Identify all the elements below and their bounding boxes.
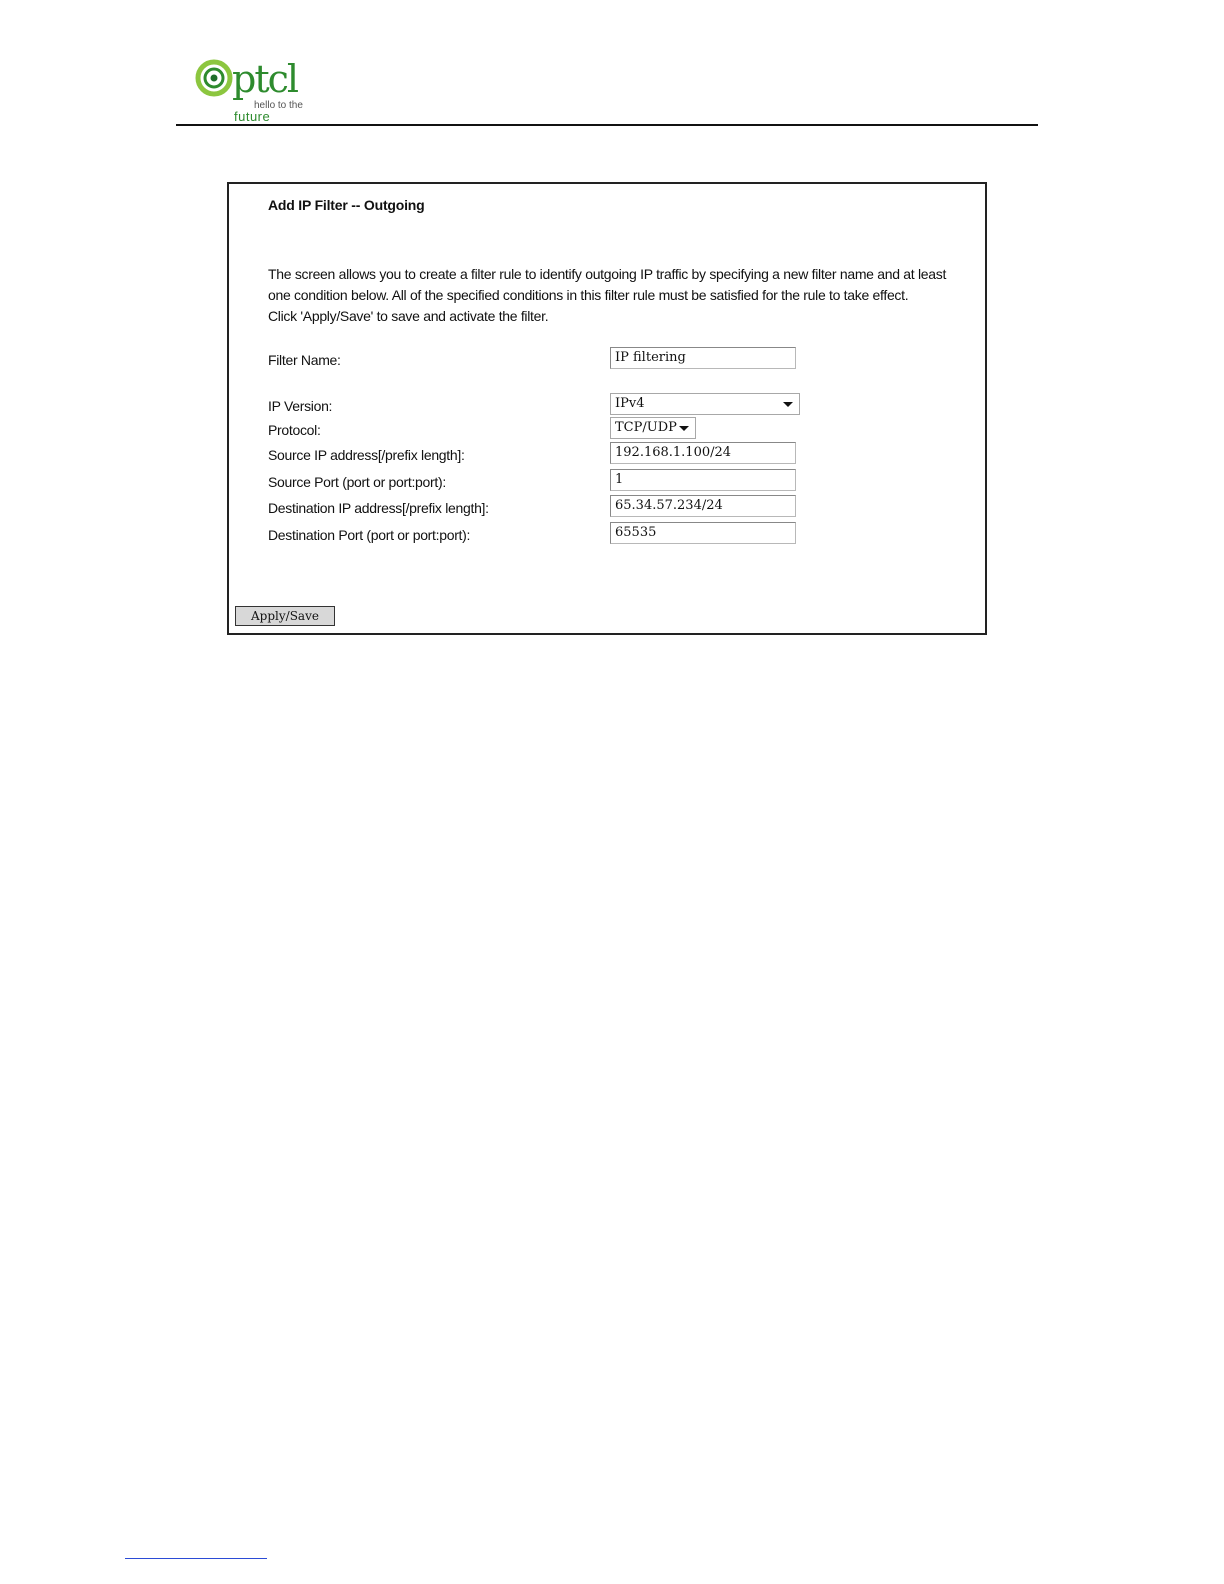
ip-version-value: IPv4 [615, 396, 645, 411]
protocol-value: TCP/UDP [615, 420, 677, 435]
footer-link-underline [125, 1558, 267, 1559]
protocol-select[interactable] [610, 417, 696, 439]
filter-name-label: Filter Name: [268, 352, 341, 368]
dest-ip-input[interactable]: 65.34.57.234/24 [610, 495, 796, 517]
source-ip-input[interactable]: 192.168.1.100/24 [610, 442, 796, 464]
ip-version-label: IP Version: [268, 398, 333, 414]
description-line: one condition below. All of the specified conditions in this filter rule must be satisfied for the rule to take effect. [268, 287, 909, 303]
dest-ip-label: Destination IP address[/prefix length]: [268, 500, 489, 516]
source-port-input[interactable]: 1 [610, 469, 796, 491]
apply-save-button[interactable]: Apply/Save [235, 606, 335, 626]
svg-text:future: future [234, 109, 271, 124]
ip-version-select[interactable] [610, 393, 800, 415]
chevron-down-icon [783, 402, 793, 407]
protocol-label: Protocol: [268, 422, 321, 438]
ptcl-logo-mark [194, 50, 314, 126]
add-ip-filter-panel [227, 182, 987, 635]
svg-text:ptcl: ptcl [232, 57, 298, 101]
header-divider [176, 124, 1038, 126]
description-line: The screen allows you to create a filter rule to identify outgoing IP traffic by specifying a new filter name and at least [268, 266, 947, 282]
panel-title: Add IP Filter -- Outgoing [268, 197, 425, 213]
chevron-down-icon [679, 426, 689, 431]
dest-port-label: Destination Port (port or port:port): [268, 527, 471, 543]
ptcl-logo [194, 50, 314, 126]
source-port-label: Source Port (port or port:port): [268, 474, 446, 490]
description-line: Click 'Apply/Save' to save and activate the filter. [268, 308, 549, 324]
svg-text:hello to the: hello to the [254, 100, 303, 111]
dest-port-input[interactable]: 65535 [610, 522, 796, 544]
panel-description [268, 264, 984, 327]
filter-name-input[interactable]: IP filtering [610, 347, 796, 369]
source-ip-label: Source IP address[/prefix length]: [268, 447, 465, 463]
